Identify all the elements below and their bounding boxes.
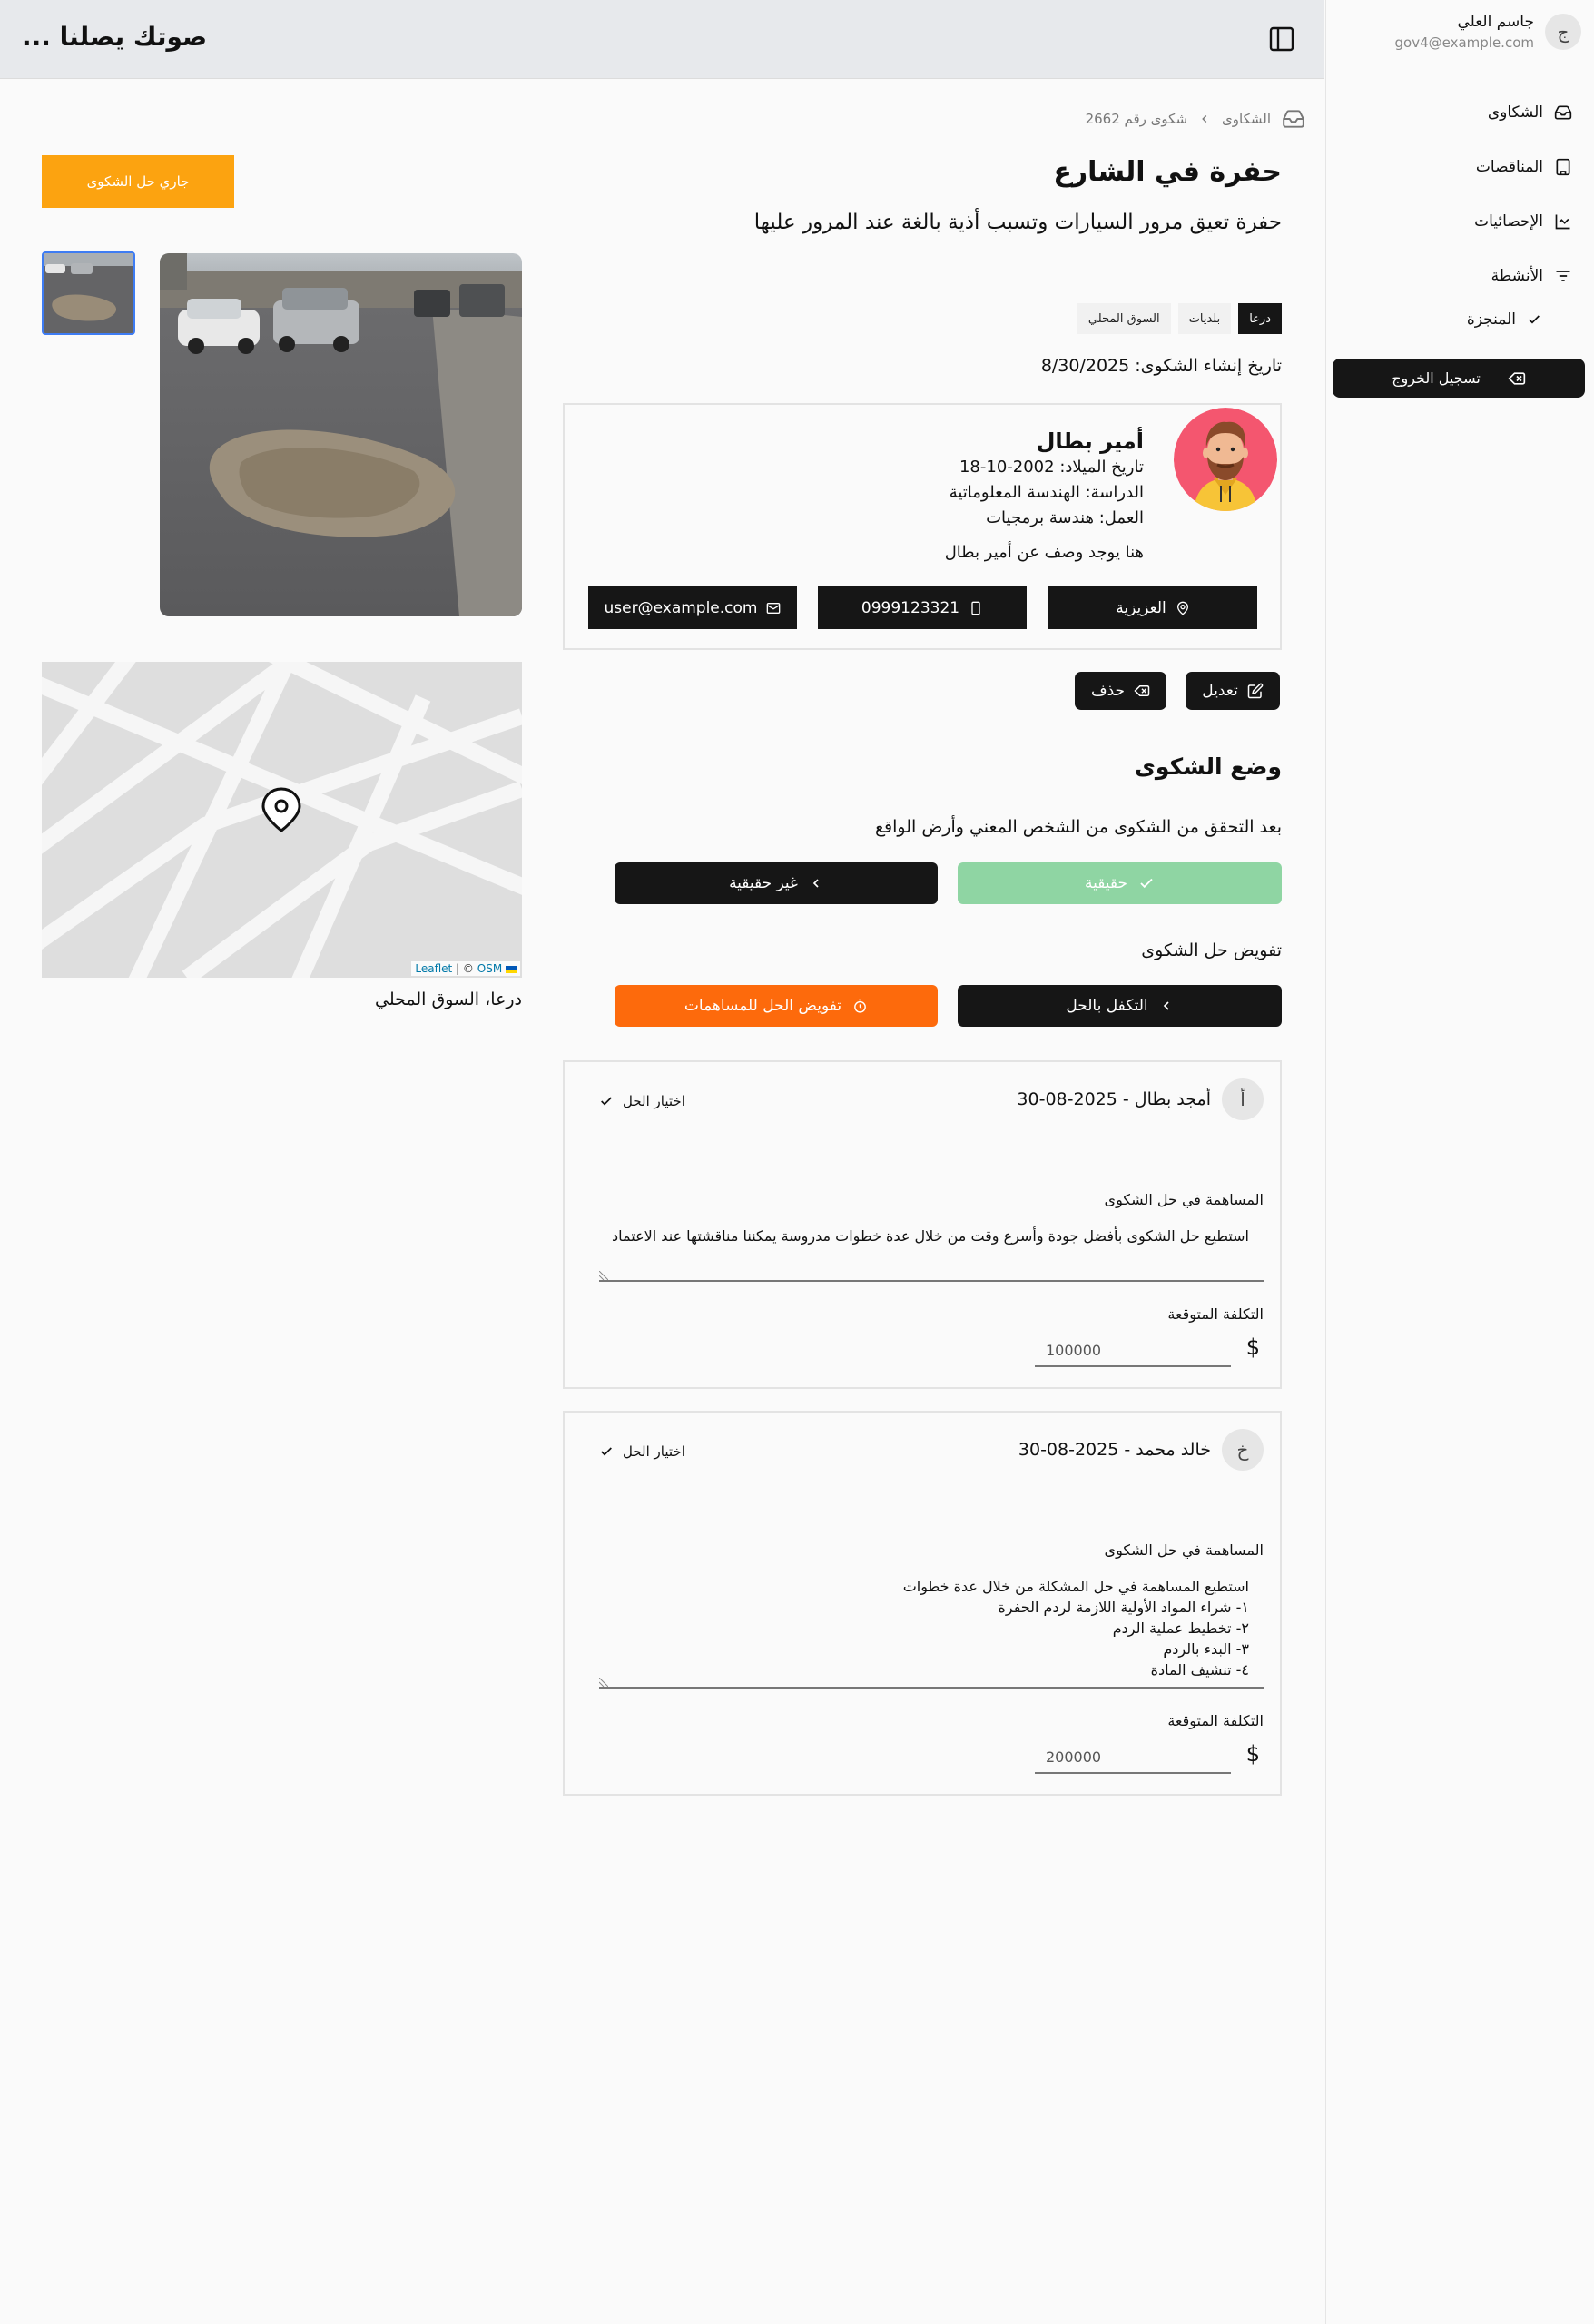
tag-list [1077,303,1282,334]
contribution-label: المساهمة في حل الشكوى [1104,1191,1264,1208]
list-filter-icon [1554,267,1572,285]
mark-not-real-label: غير حقيقية [729,874,798,892]
complaint-status-badge: جاري حل الشكوى [42,155,234,208]
delete-backspace-icon [1508,369,1526,388]
verify-text: بعد التحقق من الشكوى من الشخص المعني وأرض الواقع [874,817,1282,837]
ukraine-flag-icon [506,966,517,973]
contribution-label: المساهمة في حل الشكوى [1104,1541,1264,1559]
check-icon [1138,875,1155,891]
resize-handle-icon[interactable] [599,1678,608,1687]
complaint-description: حفرة تعيق مرور السيارات وتسبب أذية بالغة عند المرور عليها [753,211,1282,234]
breadcrumb-root[interactable]: الشكاوى [1222,111,1271,127]
email-label: user@example.com [604,598,758,617]
photo-thumbnail[interactable] [42,251,135,335]
smartphone-icon [969,601,983,615]
contribution-card [563,1060,1282,1389]
created-date: تاريخ إنشاء الشكوى: 8/30/2025 [1040,356,1282,376]
location-map[interactable] [42,662,522,978]
inbox-icon [1282,107,1305,131]
delete-backspace-icon [1134,683,1150,699]
user-email: gov4@example.com [1394,34,1534,51]
edit-button[interactable] [1186,672,1280,710]
contribution-card [563,1411,1282,1796]
sidebar-item-label: المناقصات [1475,158,1543,176]
status-section-title: وضع الشكوى [1135,753,1282,780]
email-button[interactable] [588,586,797,629]
take-on-button[interactable] [958,985,1282,1027]
contribution-text[interactable]: استطيع حل الشكوى بأفضل جودة وأسرع وقت من خلال عدة خطوات مدروسة يمكننا مناقشتها عند الاعتماد [612,1227,1249,1245]
resize-handle-icon[interactable] [599,1271,608,1280]
tag-city: درعا [1238,303,1282,334]
choose-solution-label: اختيار الحل [623,1093,685,1109]
inbox-icon [1554,103,1572,122]
choose-solution-label: اختيار الحل [623,1443,685,1460]
complainant-avatar [1174,408,1277,511]
sidebar-subitem-label: المنجزة [1466,310,1516,329]
timer-icon [852,999,868,1014]
delegate-button[interactable] [615,985,938,1027]
sidebar-item-tenders[interactable] [1476,158,1572,176]
chevron-left-icon [1198,113,1211,125]
choose-solution-button[interactable] [599,1093,685,1109]
mail-icon [766,601,781,615]
check-icon [599,1444,614,1459]
complainant-work: العمل: هندسة برمجيات [986,508,1144,527]
cost-input[interactable]: 100000 [1035,1334,1231,1367]
user-profile[interactable] [1395,13,1582,51]
chevron-left-icon [809,876,823,891]
sidebar-toggle-button[interactable] [1267,25,1296,54]
sidebar-item-complaints[interactable] [1488,103,1572,122]
currency-symbol: $ [1245,1334,1260,1360]
complaint-title: حفرة في الشارع [1053,156,1282,188]
breadcrumb [1086,107,1305,131]
map-pin-icon [1176,601,1190,615]
cost-input[interactable]: 200000 [1035,1741,1231,1774]
take-on-label: التكفل بالحل [1066,997,1148,1015]
sidebar-item-label: الشكاوى [1487,103,1543,122]
location-text: درعا، السوق المحلي [375,990,522,1009]
sidebar [1325,0,1594,2324]
chevron-left-icon [1159,999,1174,1013]
cost-label: التكلفة المتوقعة [1167,1712,1264,1729]
user-name: جاسم العلي [1457,13,1534,31]
contributor-avatar: أ [1222,1078,1264,1120]
check-icon [1527,312,1541,327]
mark-not-real-button[interactable] [615,862,938,904]
chart-icon [1554,212,1572,231]
cost-label: التكلفة المتوقعة [1167,1305,1264,1323]
building-icon [1554,158,1572,176]
panel-toggle-icon [1267,25,1296,54]
address-label: العزيزية [1116,598,1166,617]
textarea-underline [599,1280,1264,1282]
delegate-label: تفويض الحل للمساهمات [684,997,842,1015]
choose-solution-button[interactable] [599,1443,685,1460]
edit-label: تعديل [1202,682,1238,700]
breadcrumb-current: شكوى رقم 2662 [1085,111,1188,127]
phone-button[interactable] [818,586,1027,629]
textarea-underline [599,1687,1264,1689]
sidebar-item-statistics[interactable] [1474,212,1572,231]
logout-label: تسجيل الخروج [1392,369,1481,387]
site-title: صوتك يصلنا ... [22,22,208,52]
user-avatar: ج [1545,14,1581,50]
sidebar-subitem-completed[interactable] [1467,310,1541,329]
tag-area: السوق المحلي [1077,303,1171,334]
osm-link[interactable]: OSM [477,962,503,975]
contribution-text[interactable]: استطيع المساهمة في حل المشكلة من خلال عدة خطوات ١- شراء المواد الأولية اللازمة لردم الحفرة ٢- تخطيط عملية الردم ٣- البدء بالردم ٤- تنشيف المادة [902,1578,1249,1679]
phone-label: 0999123321 [861,598,960,617]
contributor-name: أمجد بطال - 2025-08-30 [1017,1089,1211,1109]
sidebar-item-label: الإحصائيات [1474,212,1543,231]
tag-department: بلديات [1178,303,1232,334]
edit-icon [1247,683,1264,699]
complainant-study: الدراسة: الهندسة المعلوماتية [949,483,1144,502]
complainant-birthdate: تاريخ الميلاد: 2002-10-18 [959,458,1144,477]
sidebar-item-activities[interactable] [1491,267,1572,285]
delete-label: حذف [1090,682,1126,700]
delegate-title: تفويض حل الشكوى [1141,940,1282,960]
leaflet-link[interactable]: Leaflet [415,962,453,975]
check-icon [599,1094,614,1108]
mark-real-button[interactable] [958,862,1282,904]
complainant-card [563,403,1282,650]
address-button[interactable] [1048,586,1257,629]
complainant-name: أمير بطال [1036,428,1144,454]
sidebar-item-label: الأنشطة [1491,267,1543,285]
contributor-avatar: خ [1222,1429,1264,1471]
complainant-bio: هنا يوجد وصف عن أمير بطال [944,543,1144,562]
mark-real-label: حقيقية [1084,874,1128,892]
contributor-name: خالد محمد - 2025-08-30 [1018,1440,1211,1460]
currency-symbol: $ [1245,1741,1260,1767]
attribution-sep: | © [452,962,477,975]
delete-button[interactable] [1075,672,1166,710]
logout-button[interactable] [1333,359,1585,398]
map-attribution [411,961,520,976]
complaint-photo[interactable] [160,253,522,616]
